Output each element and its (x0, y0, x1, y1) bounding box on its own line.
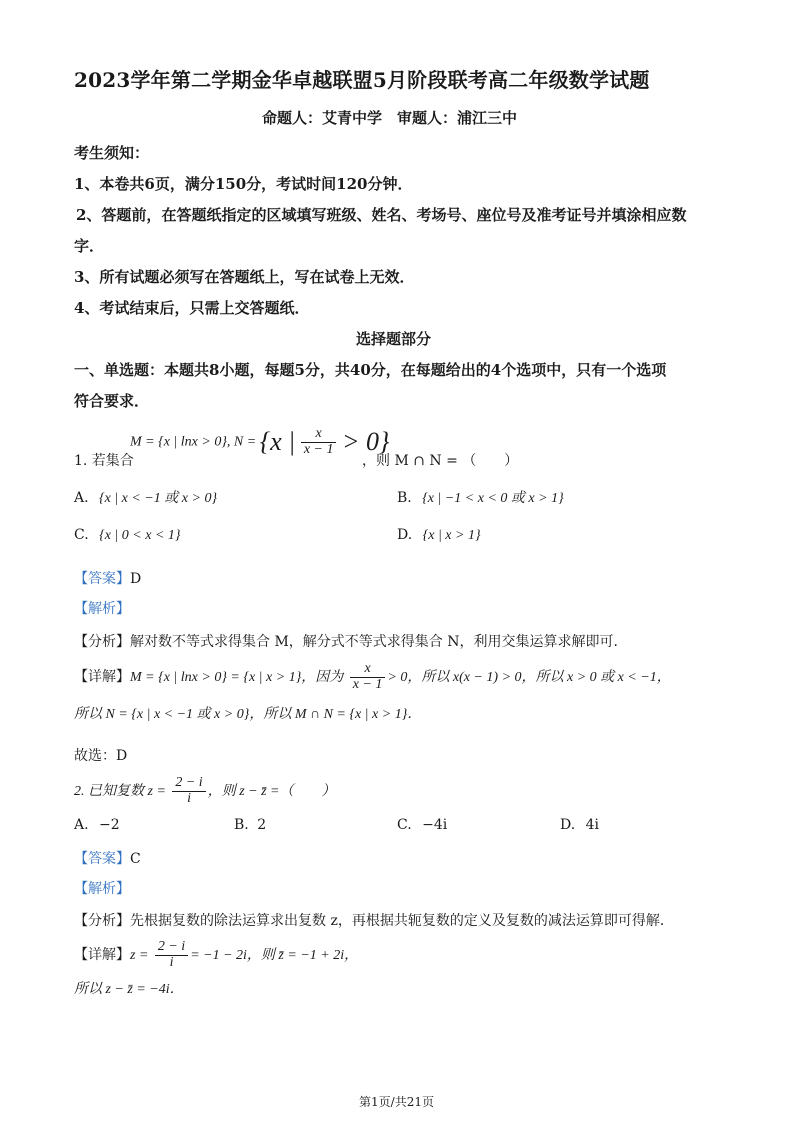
option-text: {x | −1 < x < 0 或 x > 1} (422, 491, 564, 506)
q2-option-b (234, 817, 266, 833)
detail-fraction (155, 940, 188, 970)
q2-stem-part-b: ，则 z − z̄ =（ ） (207, 784, 336, 800)
q1-fenxi (74, 631, 627, 651)
detail-part-b: > 0，所以 x(x − 1) > 0，所以 x > 0 或 x < −1， (387, 670, 671, 686)
q1-option-a (74, 487, 217, 507)
option-label: B. (234, 817, 249, 833)
q1-question-tail: ，则 M ∩ N = （ ） (362, 453, 519, 469)
fenxi-tag: 【分析】 (74, 913, 130, 929)
option-label: B. (397, 490, 412, 506)
page-footer: 第1页/共21页 (359, 1095, 434, 1109)
q2-stem-fraction (172, 776, 205, 806)
q2-option-c (397, 817, 447, 833)
detail-numerator: 2 − i (155, 940, 188, 956)
answer-value: D (130, 571, 142, 587)
detail-part-a: M = {x | lnx > 0} = {x | x > 1}，因为 (130, 670, 344, 686)
detail-fraction (350, 662, 386, 692)
answer-value: C (130, 851, 141, 867)
detail-tag: 【详解】 (74, 669, 130, 686)
fenxi-tag: 【分析】 (74, 634, 130, 650)
notice-item-4: 4、考试结束后，只需上交答题纸． (74, 299, 310, 317)
notice-item-3: 3、所有试题必须写在答题纸上，写在试卷上无效． (74, 268, 415, 286)
q1-option-b (397, 487, 564, 507)
q2-stem (74, 776, 336, 806)
q2-option-a (74, 817, 120, 833)
detail-numerator: x (350, 662, 386, 678)
q2-detail-line-2: 所以 z − z̄ = −4i． (74, 982, 184, 997)
q1-set-n-numerator: x (301, 427, 337, 443)
option-text: −4i (422, 817, 448, 833)
fenxi-text: 解对数不等式求得集合 M，解分式不等式求得集合 N，利用交集运算求解即可． (130, 634, 628, 650)
q1-analysis-tag: 【解析】 (74, 601, 130, 617)
notice-item-1: 1、本卷共6页，满分150分，考试时间120分钟． (74, 175, 413, 193)
option-label: C. (74, 527, 89, 543)
option-label: A. (74, 490, 89, 506)
q1-set-n-left: {x | (259, 427, 296, 457)
notice-heading: 考生须知： (74, 144, 150, 162)
q1-detail-line-2: 所以 N = {x | x < −1 或 x > 0}，所以 M ∩ N = {x | x > 1}． (74, 707, 422, 722)
q2-stem-denominator: i (187, 790, 191, 806)
q2-option-d (560, 817, 599, 833)
option-text: {x | x > 1} (422, 528, 481, 543)
notice-item-2: 2、答题前，在答题纸指定的区域填写班级、姓名、考场号、座位号及准考证号并填涂相应数 (76, 206, 687, 224)
fenxi-text: 先根据复数的除法运算求出复数 z，再根据共轭复数的定义及复数的减法运算即可得解． (130, 913, 674, 929)
section-intro-line-2: 符合要求． (74, 392, 150, 410)
authors-line: 命题人：艾青中学 审题人：浦江三中 (262, 109, 518, 127)
q1-set-n-denominator: x − 1 (303, 441, 334, 457)
detail-denominator: i (169, 954, 174, 970)
q2-stem-numerator: 2 − i (172, 776, 205, 792)
section-intro-line-1: 一、单选题：本题共8小题，每题5分，共40分，在每题给出的4个选项中，只有一个选项 (74, 361, 667, 379)
page-title: 2023学年第二学期金华卓越联盟5月阶段联考高二年级数学试题 (74, 68, 650, 92)
q1-option-c (74, 527, 181, 544)
option-label: D. (560, 817, 576, 833)
q1-set-n-fraction (301, 427, 337, 457)
q1-number: 1. 若集合 (74, 453, 134, 469)
q1-set-definition (130, 427, 389, 457)
option-label: A. (74, 817, 89, 833)
q2-detail-line-1 (74, 940, 358, 970)
q2-analysis-tag: 【解析】 (74, 881, 130, 897)
option-label: C. (397, 817, 412, 833)
q1-set-m: M = {x | lnx > 0}, N = (130, 434, 257, 450)
option-text: {x | 0 < x < 1} (99, 528, 181, 543)
option-text: 4i (585, 817, 600, 833)
q2-fenxi (74, 910, 674, 930)
detail-part-a: z = (130, 948, 149, 964)
q1-option-d (397, 527, 481, 544)
detail-part-b: = −1 − 2i，则 z̄ = −1 + 2i， (190, 948, 359, 964)
option-text: −2 (99, 817, 120, 833)
option-text: {x | x < −1 或 x > 0} (99, 491, 218, 506)
detail-tag: 【详解】 (74, 947, 130, 964)
q2-answer (74, 848, 141, 868)
detail-denominator: x − 1 (352, 676, 383, 692)
option-text: 2 (257, 817, 267, 833)
section-title: 选择题部分 (356, 330, 432, 348)
notice-item-2-cont: 字． (74, 237, 105, 255)
answer-tag: 【答案】 (74, 851, 130, 867)
q1-conclusion: 故选：D (74, 748, 128, 764)
q1-set-n-right: > 0} (341, 427, 390, 457)
q1-answer (74, 568, 141, 588)
q2-stem-part-a: 2. 已知复数 z = (74, 784, 166, 800)
answer-tag: 【答案】 (74, 571, 130, 587)
q1-detail-line-1 (74, 662, 671, 692)
option-label: D. (397, 527, 413, 543)
